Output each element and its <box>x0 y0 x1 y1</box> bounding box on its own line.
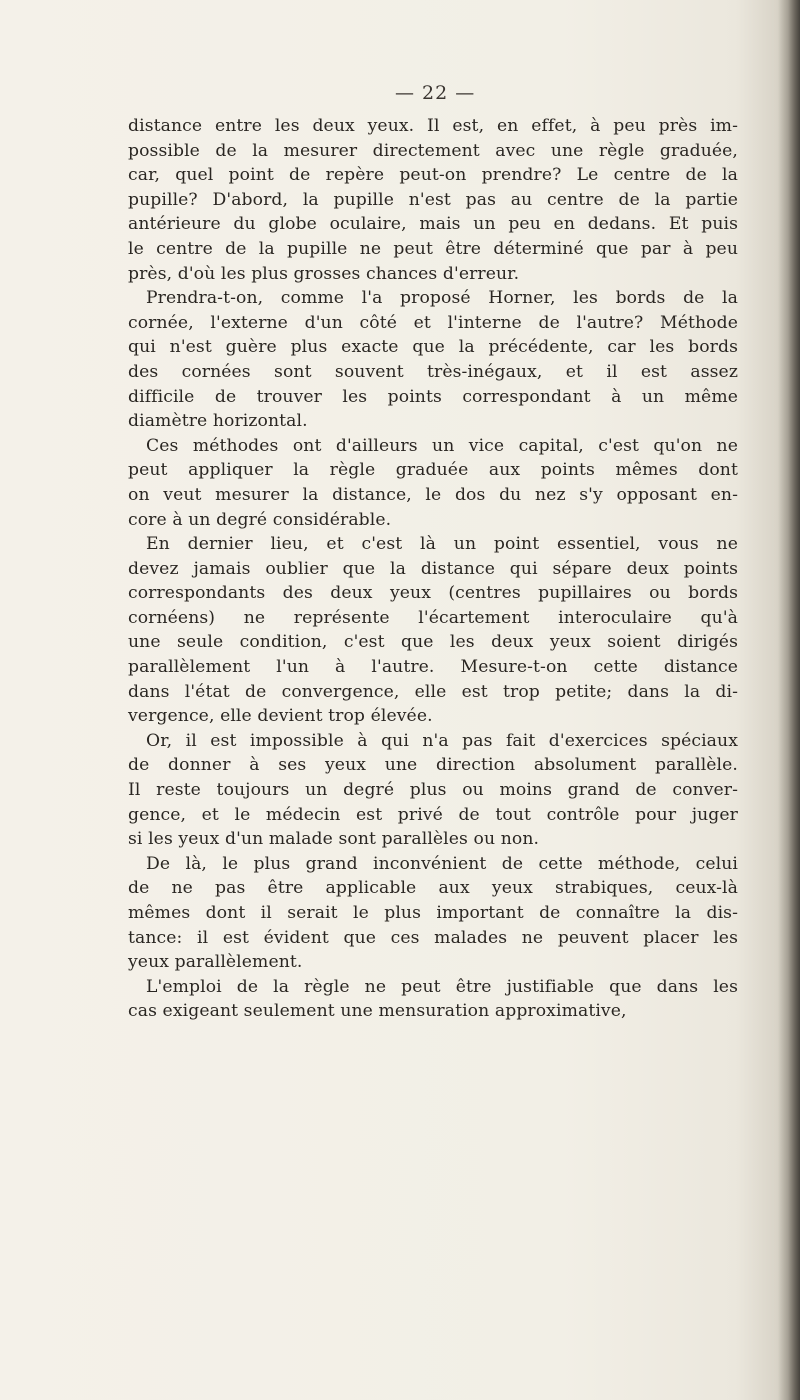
text-line: parallèlement l'un à l'autre. Mesure-t-on cette distance <box>128 657 738 678</box>
text-line: cas exigeant seulement une mensuration approximative, <box>128 1001 627 1022</box>
text-line: mêmes dont il serait le plus important de connaître la dis- <box>128 903 738 923</box>
text-line: car, quel point de repère peut-on prendre? Le centre de la <box>128 165 738 186</box>
text-line: possible de la mesurer directement avec une règle graduée, <box>128 140 738 161</box>
page-binding-shadow <box>778 0 800 1400</box>
text-line: cornéens) ne représente l'écartement interoculaire qu'à <box>128 607 738 628</box>
text-line: De là, le plus grand inconvénient de cette méthode, celui <box>146 853 738 874</box>
text-line: devez jamais oublier que la distance qui sépare deux points <box>128 558 738 579</box>
text-line: gence, et le médecin est privé de tout contrôle pour juger <box>128 804 738 825</box>
text-line: correspondants des deux yeux (centres pupillaires ou bords <box>128 583 738 604</box>
text-line: des cornées sont souvent très-inégaux, et il est assez <box>128 361 738 382</box>
text-line: peut appliquer la règle graduée aux points mêmes dont <box>128 460 738 481</box>
text-line: qui n'est guère plus exacte que la précédente, car les bords <box>128 337 738 358</box>
text-line: difficile de trouver les points correspondant à un même <box>128 386 738 407</box>
text-line: Prendra-t-on, comme l'a proposé Horner, les bords de la <box>146 288 738 309</box>
text-line: yeux parallèlement. <box>128 952 303 973</box>
text-line: pupille? D'abord, la pupille n'est pas au centre de la partie <box>128 189 738 210</box>
text-line: on veut mesurer la distance, le dos du nez s'y opposant en- <box>128 484 738 505</box>
text-line: Ces méthodes ont d'ailleurs un vice capital, c'est qu'on ne <box>146 435 738 456</box>
text-line: le centre de la pupille ne peut être déterminé que par à peu <box>128 238 738 259</box>
text-line: cornée, l'externe d'un côté et l'interne de l'autre? Méthode <box>128 312 738 333</box>
text-line: En dernier lieu, et c'est là un point essentiel, vous ne <box>146 534 738 555</box>
text-line: de donner à ses yeux une direction absolument parallèle. <box>128 755 738 776</box>
text-line: L'emploi de la règle ne peut être justifiable que dans les <box>146 976 738 997</box>
text-line: une seule condition, c'est que les deux yeux soient dirigés <box>128 632 738 653</box>
page-number: — 22 — <box>395 82 476 104</box>
text-line: de ne pas être applicable aux yeux strabiques, ceux-là <box>128 878 738 899</box>
text-line: Or, il est impossible à qui n'a pas fait d'exercices spéciaux <box>146 730 738 751</box>
text-line: core à un degré considérable. <box>128 509 392 530</box>
text-line: tance: il est évident que ces malades ne peuvent placer les <box>128 927 738 948</box>
body-text <box>128 114 738 1024</box>
text-line: antérieure du globe oculaire, mais un peu en dedans. Et puis <box>128 214 738 235</box>
text-line: près, d'où les plus grosses chances d'erreur. <box>128 263 520 284</box>
text-line: dans l'état de convergence, elle est trop petite; dans la di- <box>128 681 738 702</box>
text-line: distance entre les deux yeux. Il est, en effet, à peu près im- <box>128 116 738 136</box>
text-line: vergence, elle devient trop élevée. <box>128 706 433 727</box>
text-line: Il reste toujours un degré plus ou moins grand de conver- <box>128 780 738 801</box>
text-line: diamètre horizontal. <box>128 411 308 432</box>
text-line: si les yeux d'un malade sont parallèles ou non. <box>128 829 540 850</box>
